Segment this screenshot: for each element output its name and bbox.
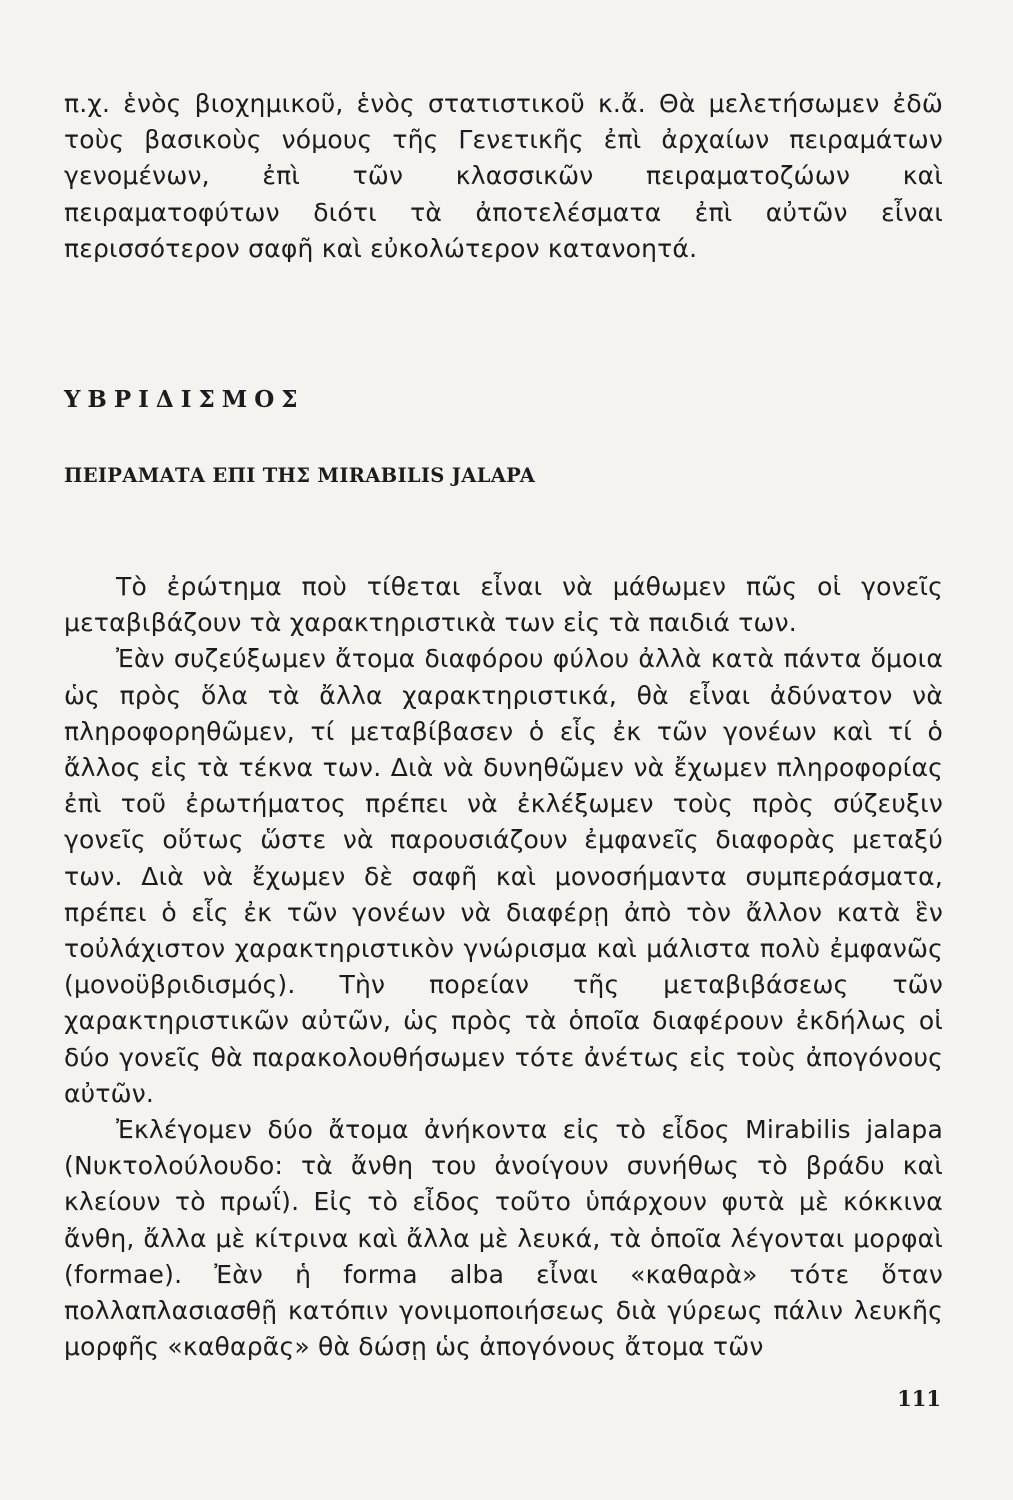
body-paragraph-1: Τὸ ἐρώτημα ποὺ τίθεται εἶναι νὰ μάθωμεν πῶς οἱ γονεῖς μεταβιβάζουν τὰ χαρακτηριστικὰ των εἰς τὰ παιδιά των. [64, 572, 943, 638]
page-number: 111 [897, 1386, 941, 1411]
section-subtitle: ΠΕΙΡΑΜΑΤΑ ΕΠΙ ΤΗΣ MIRABILIS JALAPA [64, 464, 536, 488]
body-paragraph-2: Ἐὰν συζεύξωμεν ἄτομα διαφόρου φύλου ἀλλὰ κατὰ πάντα ὅμοια ὡς πρὸς ὅλα τὰ ἄλλα χαρακτηριστικά, θὰ εἶναι ἀδύνατον νὰ πληροφορηθῶμεν, τί μεταβίβασεν ὁ εἷς ἐκ τῶν γονέων καὶ τί ὁ ἄλλος εἰς τὰ τέκνα των. Διὰ νὰ δυνηθῶμεν νὰ ἔχωμεν πληροφορίας ἐπὶ τοῦ ἐρωτήματος πρέπει νὰ ἐκλέξωμεν τοὺς πρὸς σύζευξιν γονεῖς οὕτως ὥστε νὰ παρουσιάζουν ἐμφανεῖς διαφορὰς μεταξύ των. Διὰ νὰ ἔχωμεν δὲ σαφῆ καὶ μονοσήμαντα συμπεράσματα, πρέπει ὁ εἷς ἐκ τῶν γονέων νὰ διαφέρῃ ἀπὸ τὸν ἄλλον κατὰ ἓν τοὐλάχιστον χαρακτηριστικὸν γνώρισμα καὶ μάλιστα πολὺ ἐμφανῶς (μονοϋβριδισμός). Τὴν πορείαν τῆς μεταβιβάσεως τῶν χαρακτηριστικῶν αὐτῶν, ὡς πρὸς τὰ ὁποῖα διαφέρουν ἐκδήλως οἱ δύο γονεῖς θὰ παρακολουθήσωμεν τότε ἀνέτως εἰς τοὺς ἀπογόνους αὐτῶν. [64, 644, 943, 1108]
body-paragraph-3: Ἐκλέγομεν δύο ἄτομα ἀνήκοντα εἰς τὸ εἶδος Mirabilis jalapa (Νυκτολούλουδο: τὰ ἄνθη του ἀνοίγουν συνήθως τὸ βράδυ καὶ κλείουν τὸ πρωΐ). Εἰς τὸ εἶδος τοῦτο ὑπάρχουν φυτὰ μὲ κόκκινα ἄνθη, ἄλλα μὲ κίτρινα καὶ ἄλλα μὲ λευκά, τὰ ὁποῖα λέγονται μορφαὶ (formae). Ἐὰν ἡ forma alba εἶναι «καθαρὰ» τότε ὅταν πολλαπλασιασθῇ κατόπιν γονιμοποιήσεως διὰ γύρεως πάλιν λευκῆς μορφῆς «καθαρᾶς» θὰ δώσῃ ὡς ἀπογόνους ἄτομα τῶν [64, 1115, 943, 1362]
intro-paragraph: π.χ. ἑνὸς βιοχημικοῦ, ἑνὸς στατιστικοῦ κ.ἄ. Θὰ μελετήσωμεν ἐδῶ τοὺς βασικοὺς νόμους τῆς Γενετικῆς ἐπὶ ἀρχαίων πειραμάτων γενομένων, ἐπὶ τῶν κλασσικῶν πειραματοζώων καὶ πειραματοφύτων διότι τὰ ἀποτελέσματα ἐπὶ αὐτῶν εἶναι περισσότερον σαφῆ καὶ εὐκολώτερον κατανοητά. [64, 89, 943, 263]
section-title: ΥΒΡΙΔΙΣΜΟΣ [64, 386, 305, 414]
